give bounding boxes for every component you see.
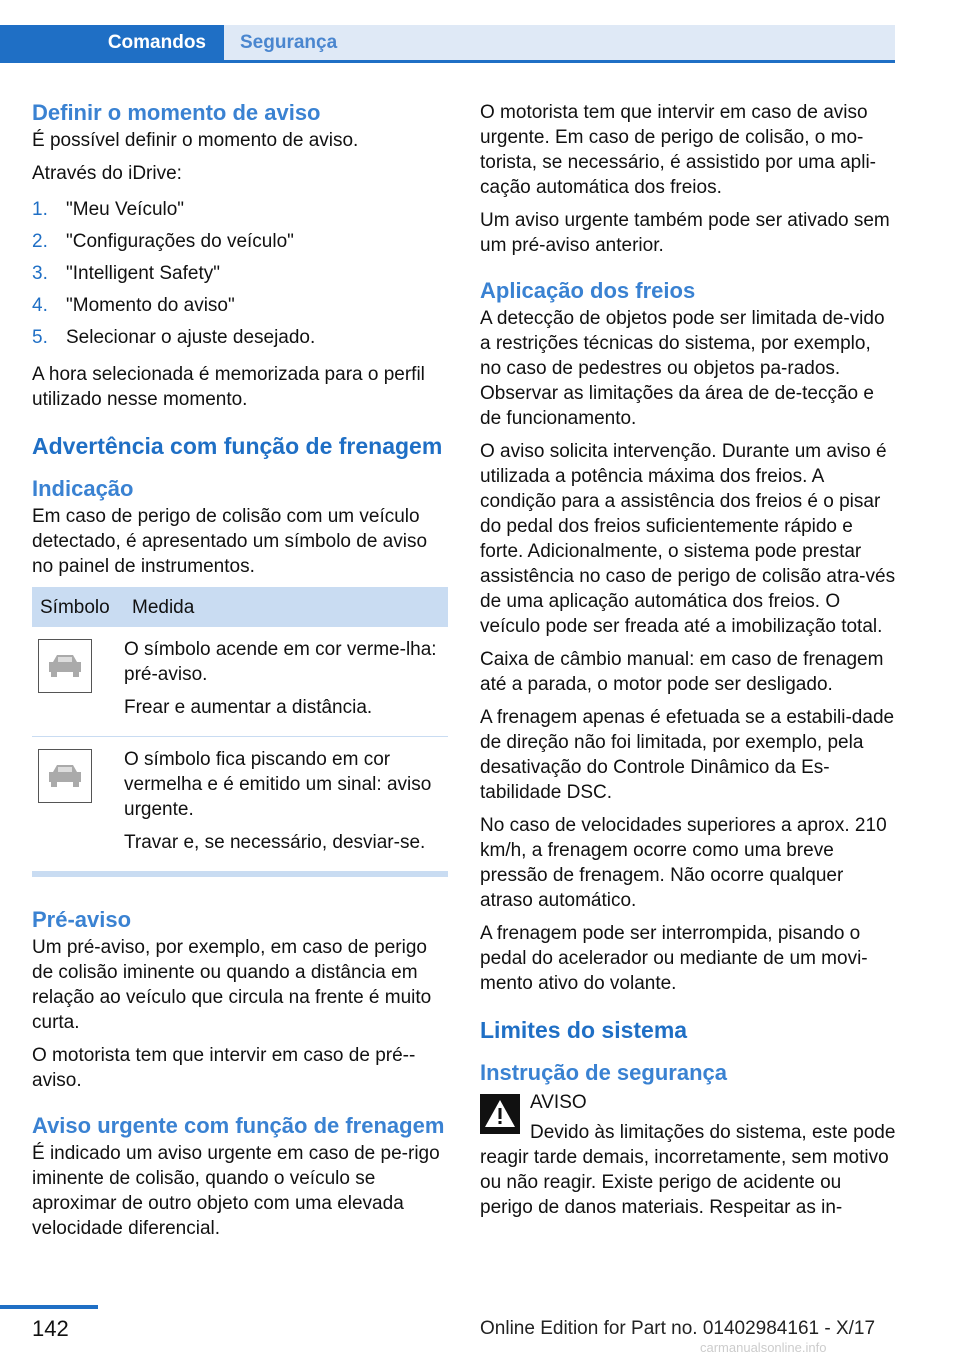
step-number: 3. [32,263,48,284]
paragraph: Através do iDrive: [32,163,182,184]
paragraph: A detecção de objetos pode ser limitada de-vido a restrições técnicas do sistema, por exemplo, no caso de pedestres ou objetos pa-rados. Observar as limitações da área de de-tecção e de funcionamento. [480,308,885,429]
column-header-medida: Medida [124,587,448,627]
heading-preaviso: Pré-aviso [32,907,132,932]
paragraph: Travar e, se necessário, desviar-se. [124,832,426,853]
warning-text: Devido às limitações do sistema, este pode reagir tarde demais, incorretamente, sem motivo ou não reagir. Existe perigo de acidente ou perigo de danos materiais. Respeitar as in- [480,1122,896,1218]
step-number: 1. [32,199,48,220]
header [0,0,960,66]
paragraph: O símbolo fica piscando em cor vermelha e é emitido um sinal: aviso urgente. [124,749,432,820]
header-divider [0,60,895,63]
medida-cell [124,627,448,737]
step-text: "Meu Veículo" [66,199,185,220]
paragraph: Um aviso urgente também pode ser ativado sem um pré-aviso anterior. [480,210,890,256]
watermark: carmanualsonline.info [700,1340,827,1355]
list-item [32,194,448,226]
symbol-table [32,587,448,872]
table-bottom-rule [32,872,448,877]
paragraph: Em caso de perigo de colisão com um veículo detectado, é apresentado um símbolo de aviso no painel de instrumentos. [32,506,428,577]
car-warning-icon [38,639,92,693]
paragraph: O símbolo acende em cor verme-lha: pré-aviso. [124,639,437,685]
heading-instrucao: Instrução de segurança [480,1060,727,1085]
paragraph: É indicado um aviso urgente em caso de pe-rigo iminente de colisão, quando o veículo se aproximar de outro objeto com uma elevada velocidade diferencial. [32,1143,440,1239]
footer-divider [0,1305,98,1309]
heading-definir: Definir o momento de aviso [32,100,321,125]
page-number: 142 [32,1316,69,1341]
warning-triangle-icon [480,1094,520,1134]
paragraph: No caso de velocidades superiores a aprox. 210 km/h, a frenagem ocorre como uma breve pressão de frenagem. Não ocorre qualquer atraso automático. [480,815,887,911]
tab-comandos[interactable]: Comandos [0,25,224,61]
medida-cell [124,737,448,872]
paragraph: O motorista tem que intervir em caso de aviso urgente. Em caso de perigo de colisão, o mo-torista, se necessário, é assistido por uma apli-cação automática dos freios. [480,102,877,198]
list-item [32,322,448,354]
step-text: "Configurações do veículo" [66,231,294,252]
table-row [32,627,448,737]
column-header-symbol: Símbolo [32,587,124,627]
edition-text: Online Edition for Part no. 01402984161 - X/17 [480,1318,876,1339]
steps-list [32,194,448,354]
car-warning-icon [38,749,92,803]
paragraph: É possível definir o momento de aviso. [32,130,359,151]
symbol-cell [32,737,124,872]
list-item [32,290,448,322]
symbol-cell [32,627,124,737]
tab-seguranca[interactable]: Segurança [224,25,895,61]
heading-urgente: Aviso urgente com função de frenagem [32,1113,445,1138]
step-number: 5. [32,327,48,348]
list-item [32,226,448,258]
heading-indicacao: Indicação [32,476,134,501]
paragraph: Frear e aumentar a distância. [124,697,373,718]
left-column [32,100,448,1249]
list-item [32,258,448,290]
step-number: 2. [32,231,48,252]
paragraph: Caixa de câmbio manual: em caso de frenagem até a parada, o motor pode ser desligado. [480,649,884,695]
paragraph: A hora selecionada é memorizada para o perfil utilizado nesse momento. [32,364,425,410]
table-row [32,737,448,872]
paragraph: Um pré-aviso, por exemplo, em caso de perigo de colisão iminente ou quando a distância em relação ao veículo que circula na frente é muito curta. [32,937,432,1033]
paragraph: O motorista tem que intervir em caso de pré--aviso. [32,1045,416,1091]
step-text: "Momento do aviso" [66,295,235,316]
step-text: Selecionar o ajuste desejado. [66,327,316,348]
step-number: 4. [32,295,48,316]
warning-label: AVISO [530,1092,587,1113]
paragraph: A frenagem apenas é efetuada se a estabili-dade de direção não foi limitada, por exemplo, pela desativação do Controle Dinâmico da Es-tabilidade DSC. [480,707,895,803]
paragraph: A frenagem pode ser interrompida, pisando o pedal do acelerador ou mediante de um movi-mento ativo do volante. [480,923,868,994]
right-column [480,100,896,1228]
heading-advertencia: Advertência com função de frenagem [32,433,443,459]
heading-limites: Limites do sistema [480,1017,688,1043]
paragraph: O aviso solicita intervenção. Durante um aviso é utilizada a potência máxima dos freios. A condição para a assistência dos freios é o pisar do pedal dos freios suficientemente rápido e forte. Adicionalmente, o sistema pode prestar assistência no caso de perigo de colisão atra-vés de uma aplicação automática dos freios. O veículo pode ser freada até a imobilização total. [480,441,896,637]
heading-aplicacao: Aplicação dos freios [480,278,696,303]
step-text: "Intelligent Safety" [66,263,220,284]
